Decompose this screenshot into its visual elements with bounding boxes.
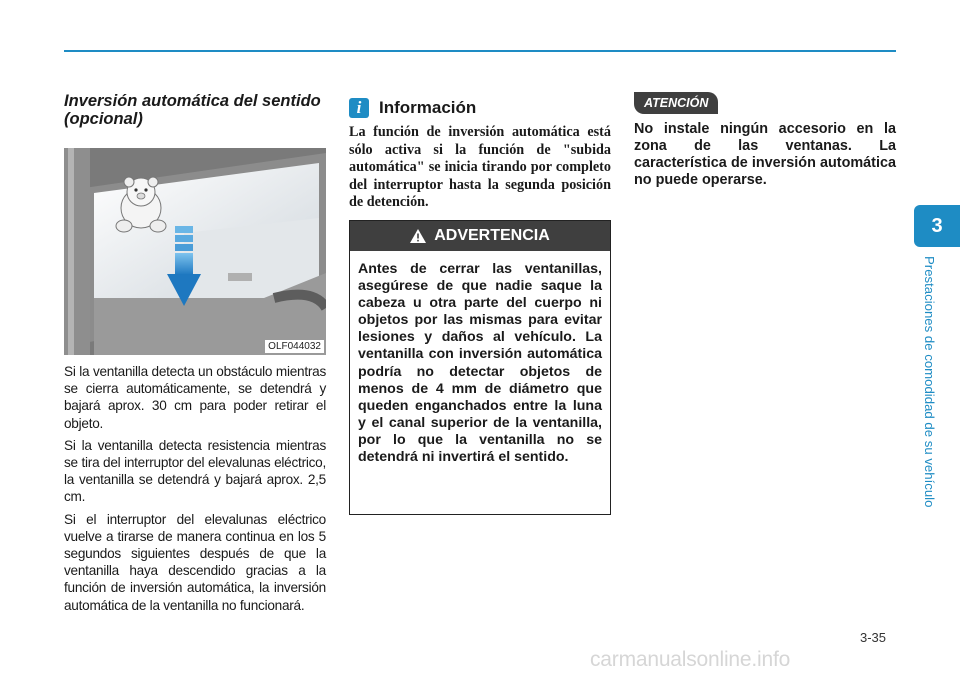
paragraph: Si la ventanilla detecta resistencia mientras se tira del interruptor del elevalunas eléctrico, la ventanilla se detendrá y bajará aprox. 2,5 cm. [64,437,326,505]
figure-code: OLF044032 [265,340,324,353]
info-icon: i [349,98,369,118]
body-text [64,363,326,614]
paragraph: Si la ventanilla detecta un obstáculo mientras se cierra automáticamente, se detendrá y bajará aprox. 30 cm para poder retirar el objeto. [64,364,326,431]
chapter-name: Prestaciones de comodidad de su vehículo [922,256,937,508]
top-rule [64,50,896,52]
column-3 [634,92,896,189]
page-number: 3-35 [860,630,887,645]
attention-text: No instale ningún accesorio en la zona de las ventanas. La característica de inversión automática no puede operarse. [634,121,896,188]
watermark: carmanualsonline.info [590,648,791,671]
info-heading [349,95,611,121]
paragraph: Si el interruptor del elevalunas eléctrico vuelve a tirarse de manera continua en los 5 segundos siguientes después de que la ventanilla haya descendido gracias a la función de inversión automática, la inversión automática de la ventanilla no funcionará. [64,511,326,613]
warning-title: ADVERTENCIA [434,227,550,244]
chapter-number-tab: 3 [914,205,960,247]
teddy-bear-icon [106,174,176,236]
section-title: Inversión automática del sentido (opcional) [64,92,321,128]
info-text: La función de inversión automática está sólo activa si la función de "subida automática" se inicia tirando por completo del interruptor hasta la segunda posición de detención. [349,124,611,210]
warning-text: Antes de cerrar las ventanillas, asegúrese de que nadie saque la cabeza u otra parte del cuerpo ni objetos por las mismas para evitar lesiones y daños al vehículo. La ventanilla con inversión automática podría no detectar objetos de menos de 4 mm de diámetro que queden enganchados entre la luna y el canal superior de la ventanilla, por lo que la ventanilla no se detendrá ni invertirá el sentido. [358,261,602,466]
info-title: Información [379,98,477,117]
down-arrow-icon [167,226,201,308]
warning-header [350,221,610,251]
warning-box [349,220,611,515]
attention-badge: ATENCIÓN [634,92,718,114]
column-1 [64,92,326,619]
window-illustration [64,148,326,355]
column-2 [349,95,611,466]
warning-triangle-icon [410,229,426,243]
